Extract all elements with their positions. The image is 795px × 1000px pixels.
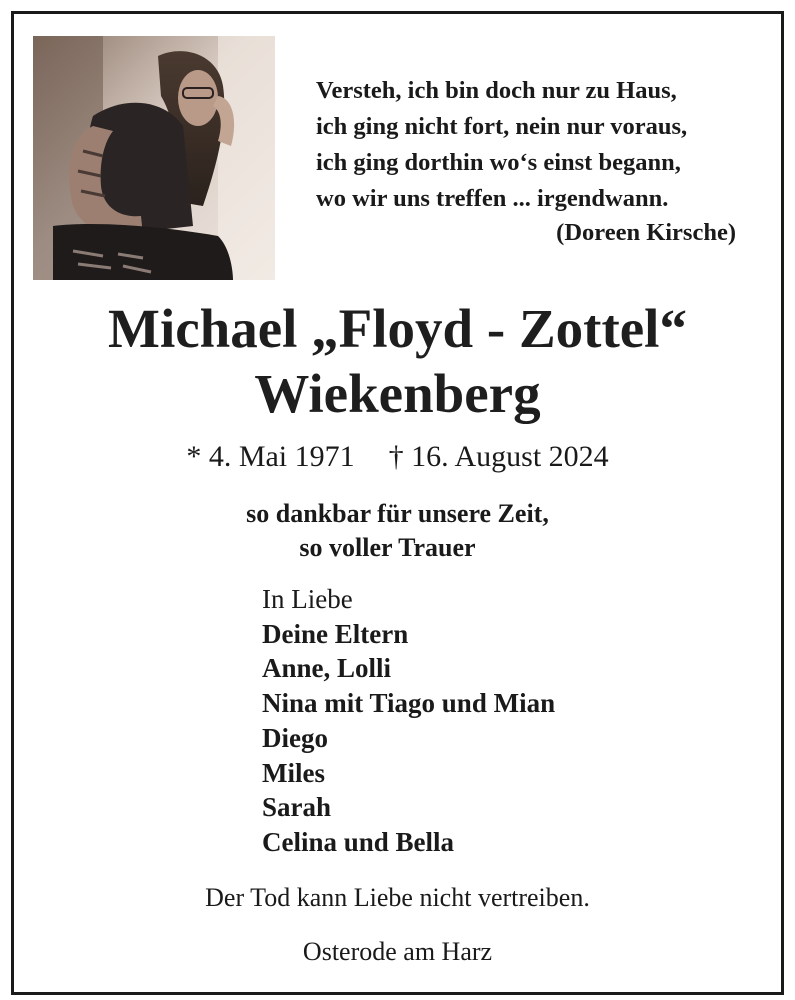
deceased-name-line2: Wiekenberg (254, 363, 541, 424)
signature-name: Anne, Lolli (262, 653, 392, 684)
poem-line: wo wir uns treffen ... irgendwann. (316, 185, 669, 212)
poem-line: ich ging dorthin wo‘s einst begann, (316, 149, 681, 176)
closing-quote: Der Tod kann Liebe nicht vertreiben. (205, 883, 590, 912)
signature-name: Deine Eltern (262, 618, 409, 649)
signature-name: Celina und Bella (262, 826, 455, 857)
place: Osterode am Harz (302, 937, 493, 966)
signature-name: Nina mit Tiago und Mian (262, 688, 556, 719)
signatures-intro: In Liebe (262, 584, 353, 614)
thanks-message (0, 497, 795, 565)
poem-line: ich ging nicht fort, nein nur voraus, (316, 113, 688, 140)
poem-line: Versteh, ich bin doch nur zu Haus, (316, 77, 677, 104)
signature-name: Miles (262, 757, 325, 788)
deceased-name (0, 296, 795, 426)
signature-name: Diego (262, 722, 328, 753)
thanks-line2: so voller Trauer (299, 533, 476, 562)
portrait-photo (33, 36, 275, 280)
life-dates (0, 439, 795, 475)
poem-author: (Doreen Kirsche) (556, 219, 736, 246)
poem (316, 73, 756, 251)
signature-name: Sarah (262, 792, 332, 823)
deceased-name-line1: Michael „Floyd - Zottel“ (108, 298, 687, 359)
birth-date: * 4. Mai 1971 (186, 440, 355, 473)
death-date: † 16. August 2024 (388, 440, 609, 473)
thanks-line1: so dankbar für unsere Zeit, (246, 499, 549, 528)
signatures (262, 582, 555, 860)
